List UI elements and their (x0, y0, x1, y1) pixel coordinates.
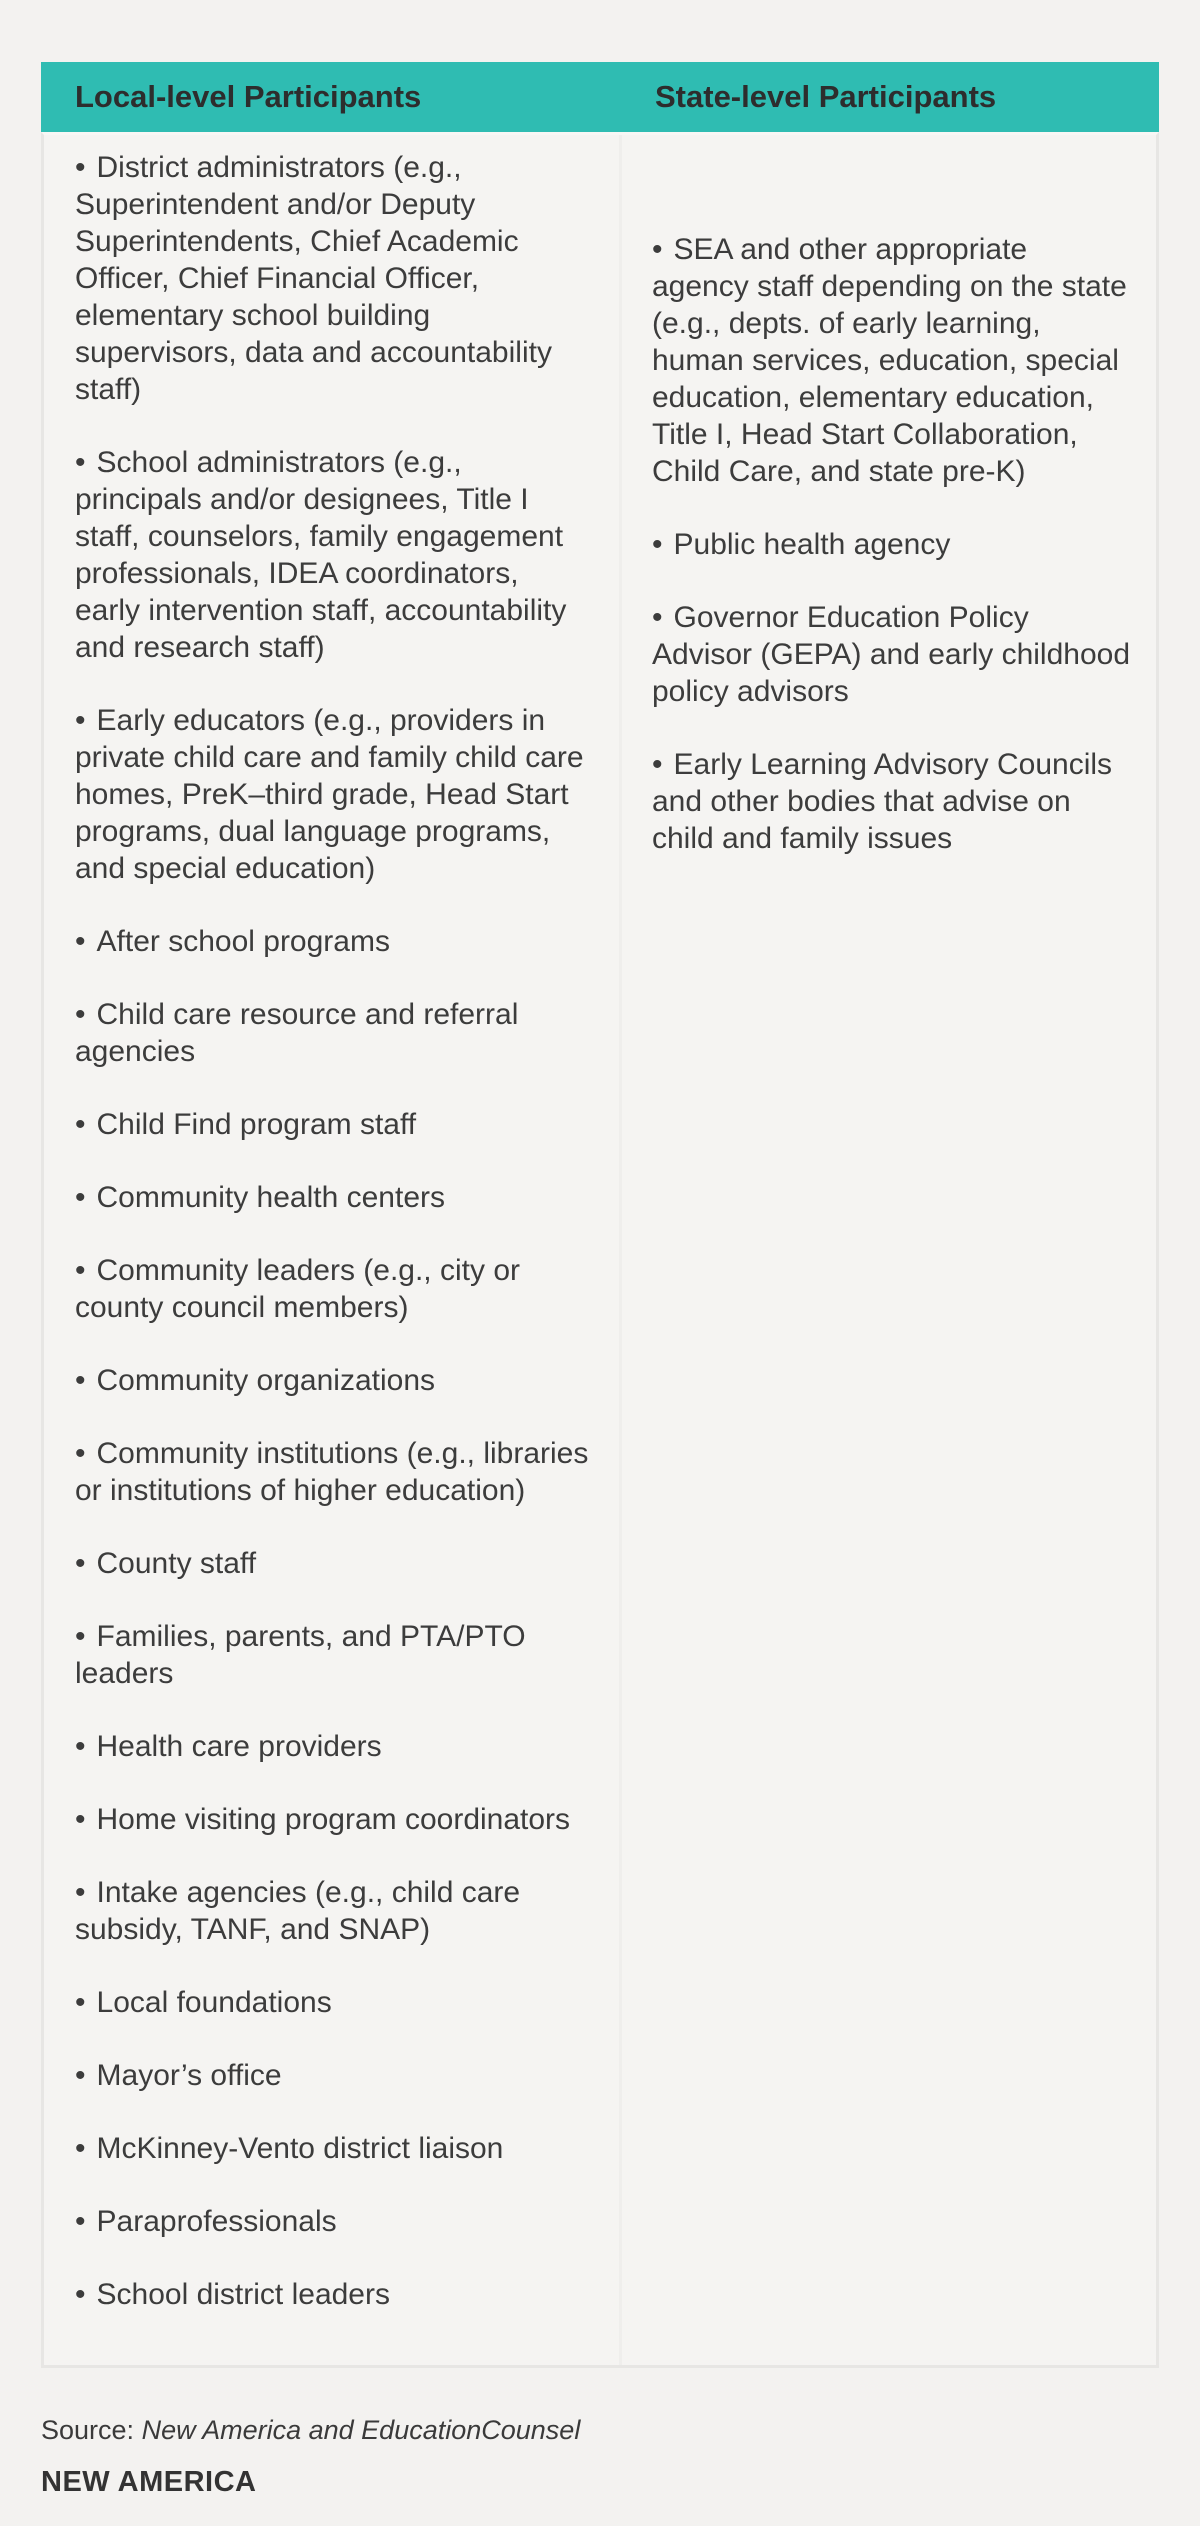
table-header-row (41, 62, 1159, 132)
list-item (75, 2203, 591, 2240)
list-item (75, 1106, 591, 1143)
list-item (75, 996, 591, 1070)
list-item-text: Home visiting program coordinators (96, 1803, 571, 1836)
participants-table (41, 62, 1159, 2368)
list-item (75, 1728, 591, 1765)
bullet-icon: • (75, 704, 86, 737)
list-item (75, 1362, 591, 1399)
list-item-text: McKinney-Vento district liaison (96, 2132, 504, 2165)
list-item-text: Families, parents, and PTA/PTO leaders (75, 1620, 526, 1690)
list-item (652, 746, 1131, 857)
list-item-text: Child care resource and referral agencies (75, 998, 519, 1068)
bullet-icon: • (75, 1254, 86, 1287)
list-item-text: Health care providers (96, 1730, 382, 1763)
list-item (75, 702, 591, 887)
bullet-icon: • (75, 1876, 86, 1909)
bullet-icon: • (75, 1437, 86, 1470)
list-item (75, 149, 591, 408)
bullet-icon: • (75, 1181, 86, 1214)
header-state-level: State-level Participants (655, 79, 997, 114)
list-item (75, 2057, 591, 2094)
list-item-text: Local foundations (96, 1986, 332, 2019)
list-item-text: Community institutions (e.g., libraries or institutions of higher education) (75, 1437, 589, 1507)
bullet-icon: • (652, 748, 663, 781)
header-local-level: Local-level Participants (75, 79, 422, 114)
list-item-text: Early educators (e.g., providers in private child care and family child care homes, PreK–third grade, Head Start programs, dual language programs, and special education) (75, 704, 584, 885)
list-item-text: County staff (96, 1547, 257, 1580)
list-item (75, 1252, 591, 1326)
bullet-icon: • (75, 1620, 86, 1653)
list-item (75, 2276, 591, 2313)
bullet-icon: • (75, 446, 86, 479)
local-level-cell (44, 135, 622, 2365)
bullet-icon: • (75, 2059, 86, 2092)
list-item (75, 1618, 591, 1692)
list-item (75, 1874, 591, 1948)
bullet-icon: • (75, 2132, 86, 2165)
list-item-text: Child Find program staff (96, 1108, 417, 1141)
table-body-row (41, 132, 1159, 2368)
list-item-text: After school programs (96, 925, 390, 958)
bullet-icon: • (75, 151, 86, 184)
list-item-text: Governor Education Policy Advisor (GEPA) and early childhood policy advisors (652, 601, 1131, 708)
brand-wordmark: NEW AMERICA (41, 2466, 257, 2498)
bullet-icon: • (75, 1803, 86, 1836)
list-item (75, 1801, 591, 1838)
source-label: Source: (41, 2415, 135, 2445)
list-item-text: School administrators (e.g., principals and/or designees, Title I staff, counselors, family engagement professionals, IDEA coordinators, early intervention staff, accountability and research staff) (75, 446, 567, 664)
bullet-icon: • (652, 233, 663, 266)
list-item (75, 1545, 591, 1582)
bullet-icon: • (75, 2278, 86, 2311)
bullet-icon: • (75, 998, 86, 1031)
source-line (41, 2414, 1159, 2446)
bullet-icon: • (75, 2205, 86, 2238)
bullet-icon: • (75, 1730, 86, 1763)
list-item (652, 599, 1131, 710)
list-item (75, 1984, 591, 2021)
bullet-icon: • (75, 1364, 86, 1397)
state-level-cell (622, 135, 1156, 2365)
list-item-text: Community organizations (96, 1364, 435, 1397)
bullet-icon: • (652, 528, 663, 561)
list-item (75, 923, 591, 960)
bullet-icon: • (75, 1547, 86, 1580)
list-item-text: Intake agencies (e.g., child care subsidy, TANF, and SNAP) (75, 1876, 521, 1946)
list-item-text: SEA and other appropriate agency staff depending on the state (e.g., depts. of early learning, human services, education, special education, elementary education, Title I, Head Start Collaboration, Child Care, and state pre-K) (652, 233, 1127, 488)
list-item (75, 1179, 591, 1216)
bullet-icon: • (652, 601, 663, 634)
list-item-text: Early Learning Advisory Councils and other bodies that advise on child and family issues (652, 748, 1113, 855)
list-item-text: School district leaders (96, 2278, 390, 2311)
list-item (75, 2130, 591, 2167)
list-item-text: District administrators (e.g., Superintendent and/or Deputy Superintendents, Chief Academic Officer, Chief Financial Officer, elementary school building supervisors, data and accountability staff) (75, 151, 552, 406)
bullet-icon: • (75, 1986, 86, 2019)
bullet-icon: • (75, 925, 86, 958)
list-item (652, 231, 1131, 490)
list-item (75, 444, 591, 666)
list-item-text: Paraprofessionals (96, 2205, 337, 2238)
list-item-text: Public health agency (673, 528, 951, 561)
list-item-text: Community leaders (e.g., city or county council members) (75, 1254, 520, 1324)
list-item-text: Community health centers (96, 1181, 446, 1214)
list-item (652, 526, 1131, 563)
list-item (75, 1435, 591, 1509)
source-value: New America and EducationCounsel (141, 2415, 581, 2445)
list-item-text: Mayor’s office (96, 2059, 282, 2092)
bullet-icon: • (75, 1108, 86, 1141)
